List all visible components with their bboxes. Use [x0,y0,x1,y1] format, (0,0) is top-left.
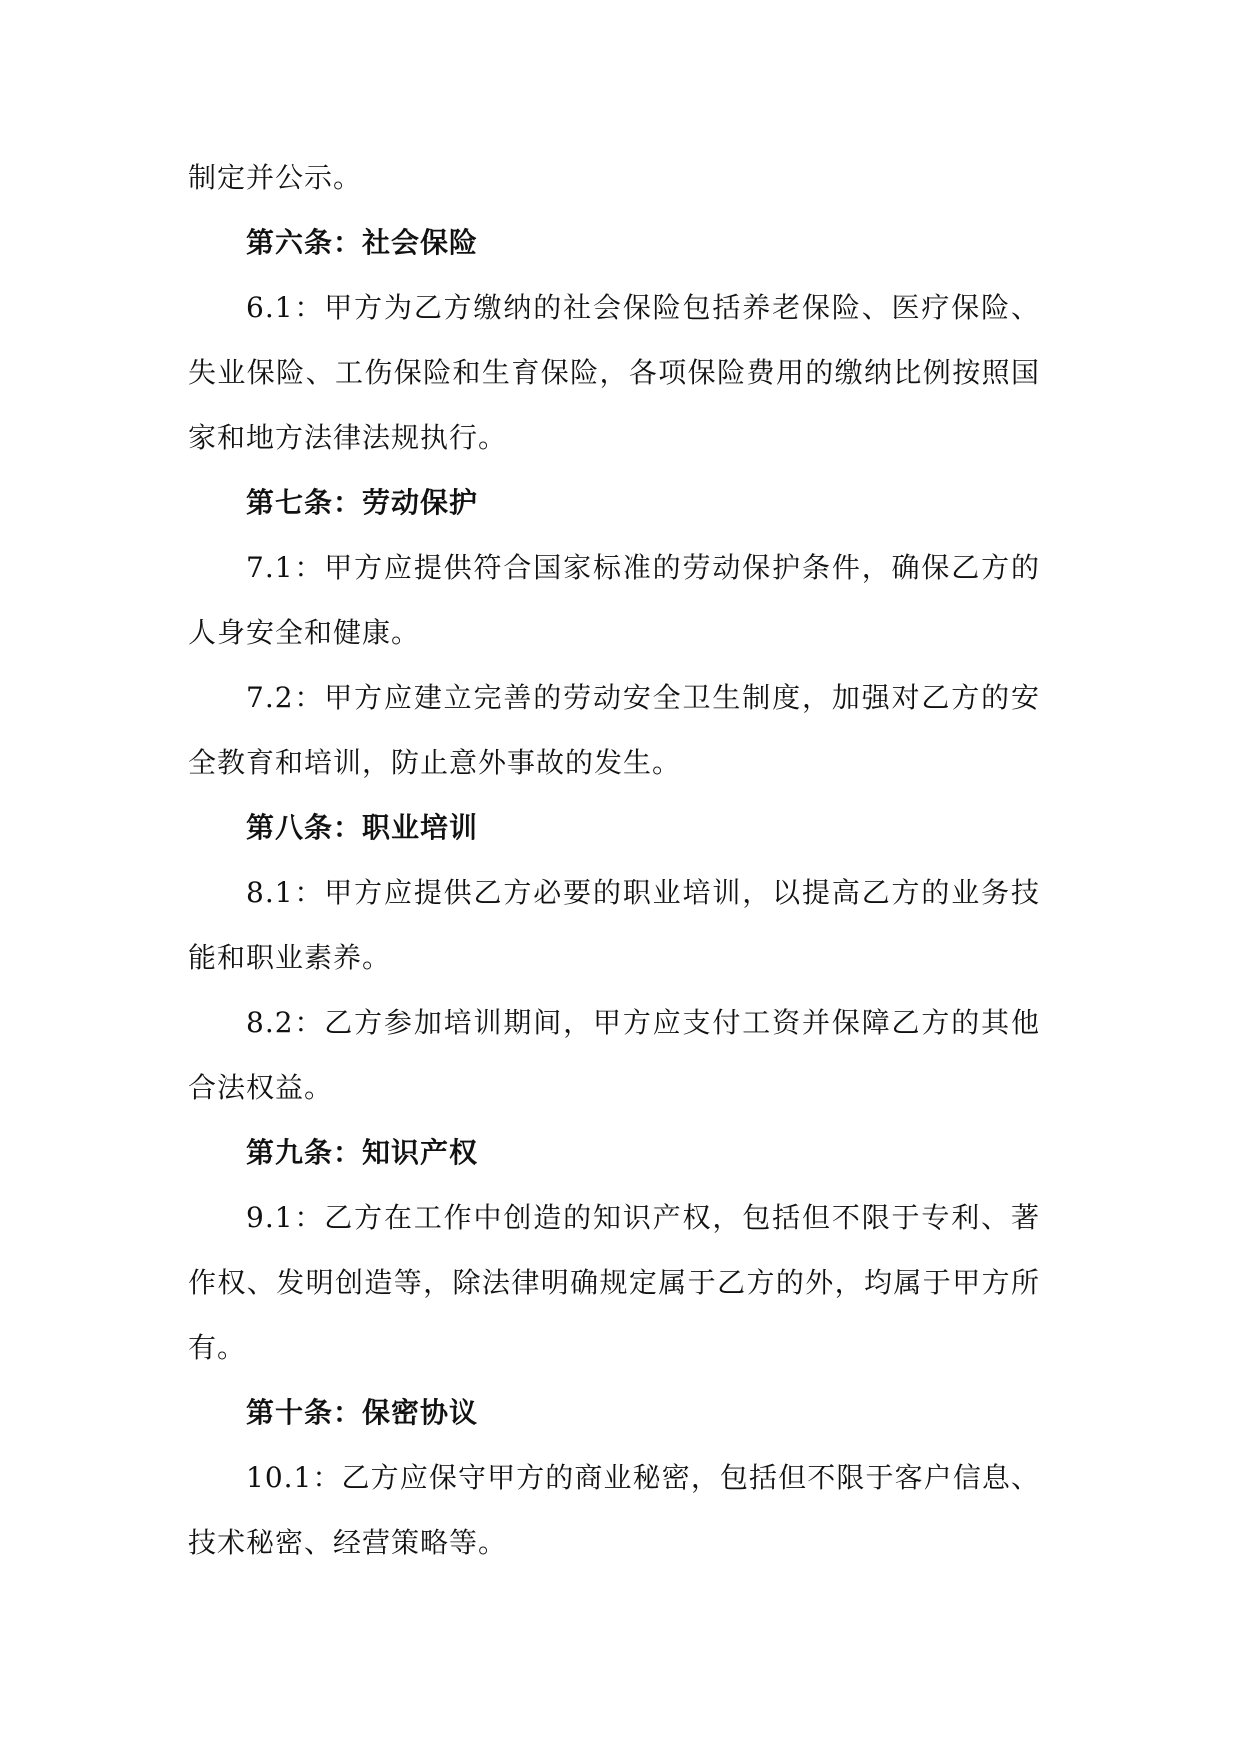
clause-6-1: 6.1：甲方为乙方缴纳的社会保险包括养老保险、医疗保险、失业保险、工伤保险和生育保险，各项保险费用的缴纳比例按照国家和地方法律法规执行。 [188,291,1040,454]
clause-7-2: 7.2：甲方应建立完善的劳动安全卫生制度，加强对乙方的安全教育和培训，防止意外事故的发生。 [188,681,1040,779]
article-9-heading: 第九条：知识产权 [246,1136,479,1169]
paragraph-continuation: 制定并公示。 [188,161,363,194]
article-10-heading: 第十条：保密协议 [246,1396,479,1429]
clause-9-1: 9.1：乙方在工作中创造的知识产权，包括但不限于专利、著作权、发明创造等，除法律明确规定属于乙方的外，均属于甲方所有。 [188,1201,1040,1364]
article-8-heading: 第八条：职业培训 [246,811,479,844]
clause-7-1: 7.1：甲方应提供符合国家标准的劳动保护条件，确保乙方的人身安全和健康。 [188,551,1040,649]
clause-8-1: 8.1：甲方应提供乙方必要的职业培训，以提高乙方的业务技能和职业素养。 [188,876,1040,974]
clause-8-2: 8.2：乙方参加培训期间，甲方应支付工资并保障乙方的其他合法权益。 [188,1006,1040,1104]
clause-10-1: 10.1：乙方应保守甲方的商业秘密，包括但不限于客户信息、技术秘密、经营策略等。 [188,1461,1040,1559]
article-7-heading: 第七条：劳动保护 [246,486,479,519]
article-6-heading: 第六条：社会保险 [246,226,479,259]
